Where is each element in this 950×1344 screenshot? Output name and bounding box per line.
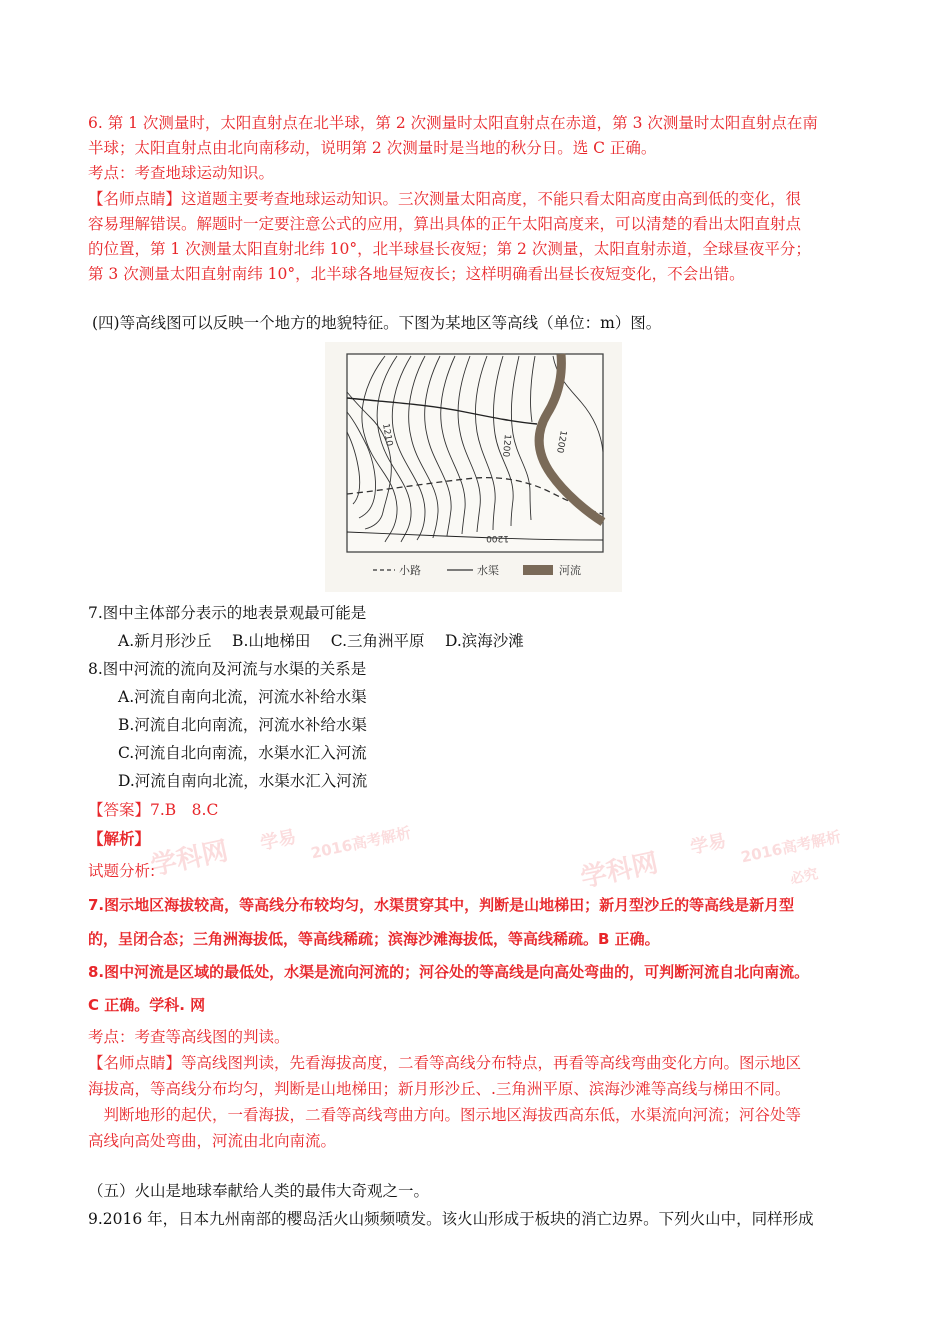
analysis-heading: 【解析】 — [88, 829, 151, 848]
question-8-option-c: C.河流自北向南流，水渠水汇入河流 — [118, 744, 367, 762]
section5-intro: （五）火山是地球奉献给人类的最伟大奇观之一。 — [88, 1182, 430, 1200]
q78-tip-line-3: 判断地形的起伏，一看海拔，二看等高线弯曲方向。图示地区海拔西高东低，水渠流向河流；河谷处等 — [88, 1106, 802, 1124]
watermark-4: 学科网 — [578, 848, 661, 894]
q78-tip-line-1: 【名师点睛】等高线图判读，先看海拔高度，二看等高线分布特点，再看等高线弯曲变化方向。图示地区 — [88, 1054, 802, 1072]
contour-label-1200-bottom: 1200 — [486, 533, 509, 543]
q6-explanation-line-1: 6. 第 1 次测量时，太阳直射点在北半球，第 2 次测量时太阳直射点在赤道，第 3 次测量时太阳直射点在南 — [88, 114, 818, 132]
legend-path-label: 小路 — [399, 564, 421, 577]
question-7-options: A.新月形沙丘 B.山地梯田 C.三角洲平原 D.滨海沙滩 — [118, 632, 524, 650]
section4-intro: (四)等高线图可以反映一个地方的地貌特征。下图为某地区等高线（单位：m）图。 — [92, 314, 662, 332]
analysis-subheading: 试题分析: — [88, 862, 156, 880]
analysis-8-line-1: 8.图中河流是区域的最低处，水渠是流向河流的；河谷处的等高线是向高处弯曲的，可判断河流自北向南流。 — [88, 963, 810, 981]
contour-map-svg — [325, 342, 622, 592]
question-8-option-d: D.河流自南向北流，水渠水汇入河流 — [118, 772, 368, 790]
question-9: 9.2016 年，日本九州南部的樱岛活火山频频喷发。该火山形成于板块的消亡边界。下列火山中，同样形成 — [88, 1210, 814, 1228]
q6-kaodian: 考点：考查地球运动知识。 — [88, 164, 275, 182]
watermark-3: 2016高考解析 — [309, 823, 413, 863]
legend-river-label: 河流 — [559, 564, 581, 577]
question-7: 7.图中主体部分表示的地表景观最可能是 — [88, 604, 367, 622]
q78-tip-line-2: 海拔高，等高线分布均匀，判断是山地梯田；新月形沙丘、.三角洲平原、滨海沙滩等高线与梯田不同。 — [88, 1080, 791, 1098]
contour-map-figure — [325, 342, 622, 592]
watermark-5: 学易 — [688, 830, 729, 859]
q6-tip-line-3: 的位置，第 1 次测量太阳直射北纬 10°，北半球昼长夜短；第 2 次测量，太阳直射赤道，全球昼夜平分； — [88, 240, 811, 258]
map-legend — [373, 563, 581, 577]
question-8-option-a: A.河流自南向北流，河流水补给水渠 — [118, 688, 367, 706]
q6-explanation-line-2: 半球；太阳直射点由北向南移动，说明第 2 次测量时是当地的秋分日。选 C 正确。 — [88, 139, 657, 157]
contour-label-1210: 1210 — [380, 422, 394, 448]
watermark-2: 学易 — [258, 826, 299, 855]
contour-label-1200-mid: 1200 — [500, 433, 512, 458]
question-8: 8.图中河流的流向及河流与水渠的关系是 — [88, 660, 367, 678]
watermark-7: 必究 — [788, 866, 820, 888]
answer-line: 【答案】7.B 8.C — [88, 801, 219, 819]
legend-river-swatch — [523, 565, 553, 575]
q78-tip-line-4: 高线向高处弯曲，河流由北向南流。 — [88, 1132, 337, 1150]
legend-canal-label: 水渠 — [477, 564, 499, 577]
question-8-option-b: B.河流自北向南流，河流水补给水渠 — [118, 716, 367, 734]
q6-tip-line-4: 第 3 次测量太阳直射南纬 10°，北半球各地昼短夜长；这样明确看出昼长夜短变化，不会出错。 — [88, 265, 745, 283]
q78-kaodian: 考点：考查等高线图的判读。 — [88, 1028, 290, 1046]
analysis-8-line-2: C 正确。学科. 网 — [88, 996, 206, 1014]
watermark-6: 2016高考解析 — [739, 827, 843, 867]
watermark-1: 学科网 — [148, 836, 231, 882]
analysis-7-line-2: 的，呈闭合态；三角洲海拔低，等高线稀疏；滨海沙滩海拔低，等高线稀疏。B 正确。 — [88, 930, 660, 948]
q6-tip-line-1: 【名师点睛】这道题主要考查地球运动知识。三次测量太阳高度，不能只看太阳高度由高到低的变化，很 — [88, 190, 802, 208]
analysis-7-line-1: 7.图示地区海拔较高，等高线分布较均匀，水渠贯穿其中，判断是山地梯田；新月型沙丘的等高线是新月型 — [88, 896, 795, 914]
q6-tip-line-2: 容易理解错误。解题时一定要注意公式的应用，算出具体的正午太阳高度来，可以清楚的看出太阳直射点 — [88, 215, 802, 233]
contour-label-1200-right: 1200 — [554, 429, 568, 454]
